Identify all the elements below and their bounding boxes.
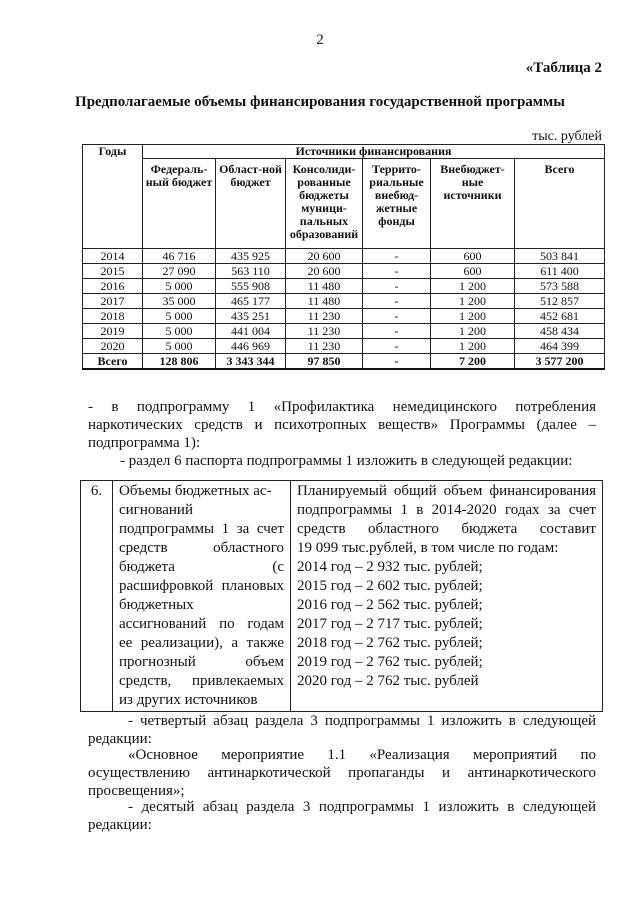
sources-header: Источники финансирования <box>143 145 605 159</box>
table-row <box>83 309 605 324</box>
cell-regional: 435 251 <box>216 309 286 324</box>
cell-regional: 465 177 <box>216 294 286 309</box>
col-header-years: Годы <box>83 145 143 249</box>
cell-total: 452 681 <box>515 309 605 324</box>
col-header-territorial-funds: Террито-риальные внебюд-жетные фонды <box>363 159 431 249</box>
cell-municipal: 11 230 <box>286 324 363 339</box>
passport-line: средств, привлекаемых <box>119 673 284 689</box>
table-row <box>83 294 605 309</box>
cell-extrabudgetary: 600 <box>431 264 515 279</box>
passport-line: подпрограммы 1 в 2014-2020 годах за счет <box>297 502 596 518</box>
table-title: Предполагаемые объемы финансирования государственной программы <box>75 94 565 110</box>
cell-municipal: 11 230 <box>286 339 363 354</box>
passport-line: из других источников <box>119 692 258 708</box>
cell-total: 512 857 <box>515 294 605 309</box>
cell-year: 2016 <box>83 279 143 294</box>
cell-total: 458 434 <box>515 324 605 339</box>
passport-left-cell <box>113 481 291 712</box>
table-row <box>83 339 605 354</box>
cell-year: 2018 <box>83 309 143 324</box>
passport-line: 2017 год – 2 717 тыс. рублей; <box>297 616 483 632</box>
total-row <box>83 354 605 370</box>
cell-extrabudgetary: 1 200 <box>431 294 515 309</box>
cell-regional: 441 004 <box>216 324 286 339</box>
cell-year: 2017 <box>83 294 143 309</box>
cell-federal: 46 716 <box>143 249 216 264</box>
passport-line: бюджетных <box>119 597 194 613</box>
passport-line: ассигнований по годам <box>119 616 284 632</box>
cell-year: 2019 <box>83 324 143 339</box>
cell-year: 2015 <box>83 264 143 279</box>
passport-line: ее реализации), а также <box>119 635 284 651</box>
passport-line: 19 099 тыс.рублей, в том числе по годам: <box>297 540 559 556</box>
paragraph-fourth-para: - четвертый абзац раздела 3 подпрограммы 1 изложить в следующей редакции: <box>88 713 596 747</box>
cell-year: 2020 <box>83 339 143 354</box>
col-header-total: Всего <box>515 159 605 249</box>
passport-row-number: 6. <box>81 481 113 712</box>
passport-line: 2015 год – 2 602 тыс. рублей; <box>297 578 483 594</box>
cell-total: 503 841 <box>515 249 605 264</box>
passport-line: 2020 год – 2 762 тыс. рублей <box>297 673 479 689</box>
cell-federal: 5 000 <box>143 324 216 339</box>
financing-table <box>82 144 605 370</box>
passport-line: подпрограммы 1 за счет <box>119 521 284 537</box>
passport-line: Объемы бюджетных ас- <box>119 483 272 499</box>
cell-municipal: 11 480 <box>286 279 363 294</box>
cell-territorial: - <box>363 249 431 264</box>
cell-municipal: 11 230 <box>286 309 363 324</box>
cell-year: 2014 <box>83 249 143 264</box>
cell-extrabudgetary: 1 200 <box>431 339 515 354</box>
cell-territorial: - <box>363 339 431 354</box>
passport-line: Планируемый общий объем финансирования <box>297 483 596 499</box>
cell-municipal: 20 600 <box>286 249 363 264</box>
total-cell-extrabudgetary: 7 200 <box>431 354 515 370</box>
passport-line: бюджета (с <box>119 559 284 575</box>
total-cell-total: 3 577 200 <box>515 354 605 370</box>
cell-extrabudgetary: 1 200 <box>431 279 515 294</box>
cell-extrabudgetary: 1 200 <box>431 324 515 339</box>
cell-territorial: - <box>363 264 431 279</box>
passport-line: 2019 год – 2 762 тыс. рублей; <box>297 654 483 670</box>
table-label: «Таблица 2 <box>525 60 602 76</box>
passport-line: прогнозный объем <box>119 654 284 670</box>
table-row <box>83 249 605 264</box>
cell-federal: 35 000 <box>143 294 216 309</box>
col-header-regional: Област-ной бюджет <box>216 159 286 249</box>
page-number: 2 <box>316 32 324 48</box>
passport-section-table <box>80 480 603 712</box>
paragraph-subprogram-1: - в подпрограмму 1 «Профилактика немедицинского потребления наркотических средств и психотропных веществ» Программы (далее – подпрограмма 1): <box>88 399 596 451</box>
paragraph-main-activity: «Основное мероприятие 1.1 «Реализация мероприятий по осуществлению антинаркотической пропаганды и антинаркотического просвещения»; <box>88 747 596 799</box>
cell-municipal: 11 480 <box>286 294 363 309</box>
passport-line: 2018 год – 2 762 тыс. рублей; <box>297 635 483 651</box>
cell-territorial: - <box>363 294 431 309</box>
cell-regional: 563 110 <box>216 264 286 279</box>
passport-line: средств областного бюджета составит <box>297 521 596 537</box>
col-header-federal: Федераль-ный бюджет <box>143 159 216 249</box>
cell-extrabudgetary: 1 200 <box>431 309 515 324</box>
cell-regional: 435 925 <box>216 249 286 264</box>
passport-line: 2014 год – 2 932 тыс. рублей; <box>297 559 483 575</box>
cell-regional: 555 908 <box>216 279 286 294</box>
total-cell-year: Всего <box>83 354 143 370</box>
paragraph-section-6: - раздел 6 паспорта подпрограммы 1 изложить в следующей редакции: <box>120 453 573 469</box>
cell-regional: 446 969 <box>216 339 286 354</box>
cell-federal: 5 000 <box>143 309 216 324</box>
total-cell-regional: 3 343 344 <box>216 354 286 370</box>
cell-federal: 5 000 <box>143 339 216 354</box>
cell-territorial: - <box>363 309 431 324</box>
passport-line: 2016 год – 2 562 тыс. рублей; <box>297 597 483 613</box>
cell-total: 611 400 <box>515 264 605 279</box>
total-cell-territorial: - <box>363 354 431 370</box>
table-row <box>83 264 605 279</box>
cell-municipal: 20 600 <box>286 264 363 279</box>
table-row <box>83 279 605 294</box>
col-header-extrabudgetary: Внебюджет-ные источники <box>431 159 515 249</box>
paragraph-tenth-para: - десятый абзац раздела 3 подпрограммы 1 изложить в следующей редакции: <box>88 799 596 833</box>
cell-total: 573 588 <box>515 279 605 294</box>
cell-total: 464 399 <box>515 339 605 354</box>
passport-line: расшифровкой плановых <box>119 578 284 594</box>
total-cell-federal: 128 806 <box>143 354 216 370</box>
cell-federal: 27 090 <box>143 264 216 279</box>
passport-line: средств областного <box>119 540 284 556</box>
passport-right-cell <box>291 481 603 712</box>
col-header-municipal: Консолиди-рованные бюджеты муници-пальных образований <box>286 159 363 249</box>
passport-line: сигнований <box>119 502 193 518</box>
cell-territorial: - <box>363 279 431 294</box>
table-row <box>83 324 605 339</box>
units-label: тыс. рублей <box>532 129 602 144</box>
cell-extrabudgetary: 600 <box>431 249 515 264</box>
cell-federal: 5 000 <box>143 279 216 294</box>
total-cell-municipal: 97 850 <box>286 354 363 370</box>
cell-territorial: - <box>363 324 431 339</box>
